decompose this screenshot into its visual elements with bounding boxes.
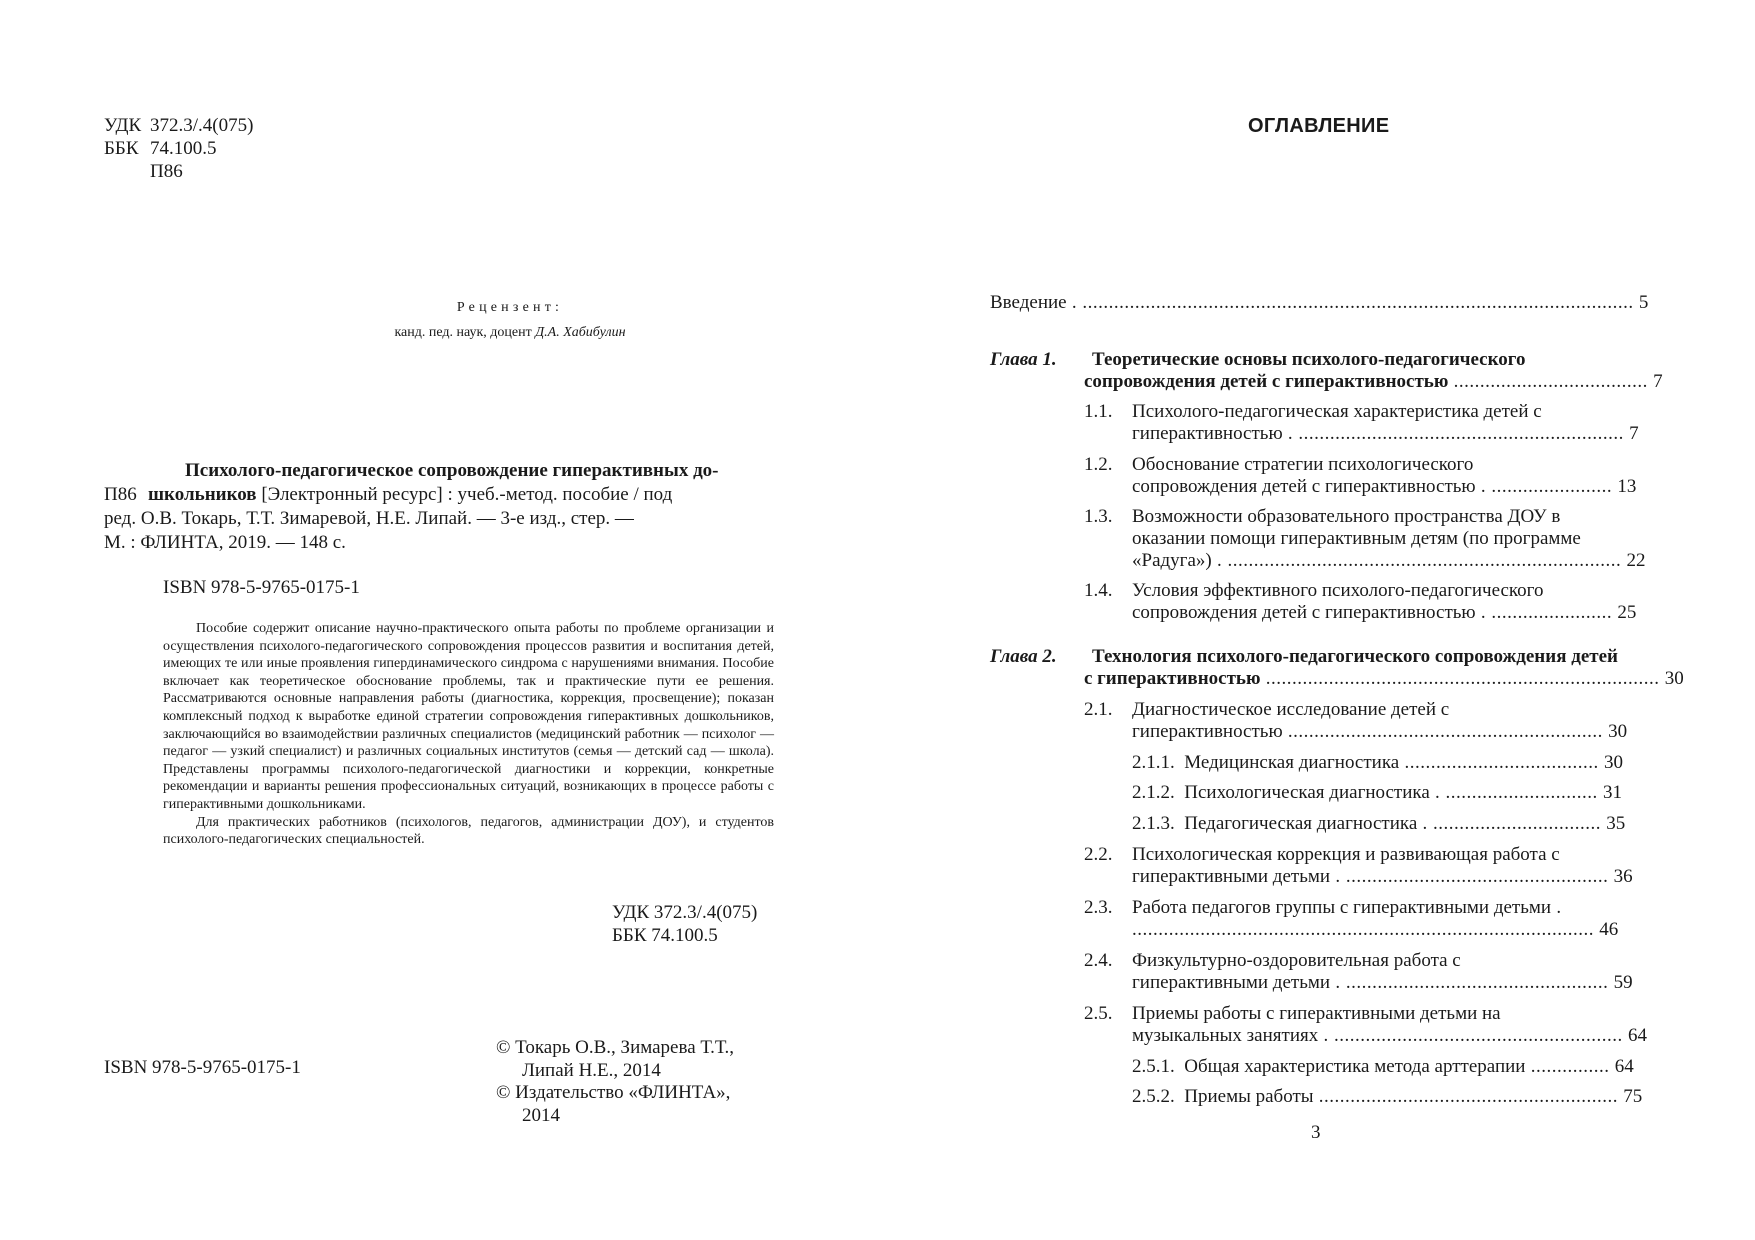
copyright-1-line1: © Токарь О.В., Зимарева Т.Т., — [496, 1037, 735, 1058]
copyright-2-line2: 2014 — [522, 1104, 560, 1126]
toc-2-1-1-num: 2.1.1. — [1132, 752, 1175, 773]
toc-2-5-1-text: Общая характеристика метода арттерапии — [1184, 1056, 1526, 1077]
toc-1-4-line1[interactable]: Условия эффективного психолого-педагогического — [1132, 580, 1544, 601]
toc-1-3-line2[interactable]: оказании помощи гиперактивным детям (по программе — [1132, 528, 1581, 549]
isbn-bottom: ISBN 978-5-9765-0175-1 — [104, 1057, 301, 1078]
toc-2-1-2[interactable]: 2.1.2. Психологическая диагностика . ............................. 31 — [1132, 782, 1623, 803]
toc-2-5-line1[interactable]: Приемы работы с гиперактивными детьми на — [1132, 1003, 1501, 1024]
toc-2-1-num: 2.1. — [1084, 699, 1113, 720]
bbk-label: ББК — [104, 138, 139, 159]
toc-2-1-3-text: Педагогическая диагностика — [1184, 813, 1418, 834]
biblio-title-line1: Психолого-педагогическое сопровождение гиперактивных до- — [185, 460, 719, 481]
annotation-paragraph-1: Пособие содержит описание научно-практического опыта работы по проблеме организации и осуществления психолого-педагогического сопровождения процессов развития и воспитания детей, имеющих те или иные проявления гипердинамического синдрома с нарушениями внимания. Пособие включает как теоретическое обоснование проблемы, так и практические пути ее решения. Рассматриваются основные направления работы (диагностика, коррекция, просвещение); показан комплексный подход к выработке единой стратегии сопровождения гиперактивных дошкольников, заключающийся во взаимодействии различных специалистов (медицинский работник — психолог — педагог — узкий специалист) и различных социальных институтов (семья — детский сад — школа). Представлены программы психолого-педагогической диагностики и коррекции, конкретные рекомендации и варианты решения профессиональных ситуаций, возникающих в процессе работы с гиперактивными дошкольниками. — [163, 621, 774, 812]
toc-intro-page: 5 — [1638, 292, 1649, 313]
toc-2-3-text: Работа педагогов группы с гиперактивными детьми — [1132, 897, 1552, 918]
toc-2-1-1-text: Медицинская диагностика — [1184, 752, 1400, 773]
toc-1-4-text2: сопровождения детей с гиперактивностью — [1132, 602, 1476, 623]
toc-2-5-2[interactable]: 2.5.2. Приемы работы ......................................................... 75 — [1132, 1086, 1643, 1107]
toc-intro-text: Введение — [990, 292, 1067, 313]
toc-ch1-title-line2: сопровождения детей с гиперактивностью — [1084, 371, 1449, 392]
toc-1-1-num: 1.1. — [1084, 401, 1113, 422]
toc-1-3-page: 22 — [1626, 550, 1646, 571]
toc-1-4-page: 25 — [1617, 602, 1637, 623]
biblio-title-line2: школьников — [148, 484, 257, 505]
toc-2-4-line1[interactable]: Физкультурно-оздоровительная работа с — [1132, 950, 1461, 971]
udk-footer — [612, 901, 757, 947]
toc-1-2-line1[interactable]: Обоснование стратегии психологического — [1132, 454, 1474, 475]
udk-value: 372.3/.4(075) — [150, 115, 254, 136]
toc-1-3-num: 1.3. — [1084, 506, 1113, 527]
toc-2-3-line1[interactable]: Работа педагогов группы с гиперактивными детьми . — [1132, 897, 1562, 918]
toc-1-1-text2: гиперактивностью — [1132, 423, 1283, 444]
toc-2-1-page: 30 — [1608, 721, 1628, 742]
toc-ch1-title-line1[interactable]: Теоретические основы психолого-педагогического — [1092, 349, 1526, 370]
toc-ch1-page: 7 — [1653, 371, 1663, 392]
copyright-block — [496, 1037, 734, 1127]
isbn-inline: ISBN 978-5-9765-0175-1 — [163, 577, 360, 598]
toc-2-5-2-num: 2.5.2. — [1132, 1086, 1175, 1107]
toc-2-1-text2: гиперактивностью — [1132, 721, 1283, 742]
toc-1-4-num: 1.4. — [1084, 580, 1113, 601]
toc-title: ОГЛАВЛЕНИЕ — [1248, 115, 1390, 137]
copyright-1-line2: Липай Н.Е., 2014 — [522, 1059, 661, 1081]
udk-header — [104, 114, 253, 183]
biblio-line2 — [148, 484, 672, 506]
toc-2-3-line2[interactable]: ........................................................................................ 46 — [1132, 919, 1619, 940]
toc-2-4-line2[interactable]: гиперактивными детьми . .................................................. 59 — [1132, 972, 1633, 993]
toc-1-1-line2[interactable]: гиперактивностью . .............................................................. 7 — [1132, 423, 1639, 444]
annotation — [163, 620, 774, 849]
udk-footer-bbk: ББК 74.100.5 — [612, 925, 718, 946]
toc-2-2-page: 36 — [1613, 866, 1633, 887]
toc-2-4-text2: гиперактивными детьми — [1132, 972, 1331, 993]
toc-ch2-label: Глава 2. — [990, 646, 1057, 667]
toc-2-5-1-num: 2.5.1. — [1132, 1056, 1175, 1077]
biblio-code: П86 — [104, 484, 137, 505]
toc-ch2-line2[interactable]: с гиперактивностью ........................................................................... 30 — [1084, 668, 1684, 689]
toc-2-1-3-page: 35 — [1606, 813, 1626, 834]
biblio-line2-rest: [Электронный ресурс] : учеб.-метод. пособие / под — [256, 484, 673, 505]
toc-2-5-page: 64 — [1627, 1025, 1647, 1046]
toc-1-3-line3[interactable]: «Радуга») . ........................................................................... 22 — [1132, 550, 1646, 571]
toc-2-4-page: 59 — [1613, 972, 1633, 993]
toc-ch2-page: 30 — [1664, 668, 1684, 689]
toc-2-5-num: 2.5. — [1084, 1003, 1113, 1024]
toc-2-3-num: 2.3. — [1084, 897, 1113, 918]
reviewer-block — [240, 300, 780, 341]
toc-1-1-line1[interactable]: Психолого-педагогическая характеристика детей с — [1132, 401, 1542, 422]
toc-intro[interactable]: Введение . ......................................................................................................... 5 — [990, 292, 1649, 313]
toc-2-1-2-text: Психологическая диагностика — [1184, 782, 1430, 803]
copyright-2-line1: © Издательство «ФЛИНТА», — [496, 1082, 731, 1103]
toc-2-5-line2[interactable]: музыкальных занятиях . ....................................................... 64 — [1132, 1025, 1647, 1046]
toc-1-2-page: 13 — [1617, 476, 1637, 497]
toc-1-1-page: 7 — [1629, 423, 1639, 444]
reviewer-heading: Рецензент: — [456, 300, 564, 315]
toc-2-2-text2: гиперактивными детьми — [1132, 866, 1331, 887]
reviewer-text: канд. пед. наук, доцент — [394, 325, 536, 340]
toc-2-5-1-page: 64 — [1614, 1056, 1634, 1077]
author-sign: П86 — [150, 161, 183, 182]
reviewer-line — [240, 325, 780, 341]
toc-2-5-1[interactable]: 2.5.1. Общая характеристика метода арттерапии ............... 64 — [1132, 1056, 1634, 1077]
page-number: 3 — [1311, 1122, 1321, 1143]
biblio-line4: М. : ФЛИНТА, 2019. — 148 с. — [104, 532, 346, 553]
toc-2-2-line1[interactable]: Психологическая коррекция и развивающая работа с — [1132, 844, 1560, 865]
toc-2-5-2-page: 75 — [1623, 1086, 1643, 1107]
toc-2-1-2-num: 2.1.2. — [1132, 782, 1175, 803]
toc-1-2-text2: сопровождения детей с гиперактивностью — [1132, 476, 1476, 497]
toc-ch2-title-line2: с гиперактивностью — [1084, 668, 1261, 689]
reviewer-name: Д.А. Хабибулин — [535, 325, 626, 340]
biblio-line3: ред. О.В. Токарь, Т.Т. Зимаревой, Н.Е. Липай. — 3-е изд., стер. — — [104, 508, 634, 529]
toc-2-3-page: 46 — [1599, 919, 1619, 940]
annotation-paragraph-2: Для практических работников (психологов, педагогов, администрации ДОУ), и студентов психолого-педагогических специальностей. — [163, 814, 774, 848]
toc-2-1-2-page: 31 — [1603, 782, 1623, 803]
bbk-value: 74.100.5 — [150, 138, 217, 159]
toc-2-2-num: 2.2. — [1084, 844, 1113, 865]
toc-ch1-label: Глава 1. — [990, 349, 1057, 370]
toc-2-1-line2[interactable]: гиперактивностью ............................................................ 30 — [1132, 721, 1628, 742]
toc-1-4-line2[interactable]: сопровождения детей с гиперактивностью . ....................... 25 — [1132, 602, 1637, 623]
toc-1-2-line2[interactable]: сопровождения детей с гиперактивностью . ....................... 13 — [1132, 476, 1637, 497]
toc-2-4-num: 2.4. — [1084, 950, 1113, 971]
toc-ch2-title-line1[interactable]: Технология психолого-педагогического сопровождения детей — [1092, 646, 1618, 667]
toc-2-1-1-page: 30 — [1603, 752, 1623, 773]
udk-label: УДК — [104, 115, 142, 136]
toc-1-2-num: 1.2. — [1084, 454, 1113, 475]
toc-2-1-1[interactable]: 2.1.1. Медицинская диагностика ..................................... 30 — [1132, 752, 1623, 773]
udk-footer-udk: УДК 372.3/.4(075) — [612, 902, 758, 923]
toc-1-3-text3: «Радуга») — [1132, 550, 1212, 571]
toc-2-5-2-text: Приемы работы — [1184, 1086, 1314, 1107]
toc-2-1-3[interactable]: 2.1.3. Педагогическая диагностика . ................................ 35 — [1132, 813, 1626, 834]
toc-1-3-line1[interactable]: Возможности образовательного пространства ДОУ в — [1132, 506, 1561, 527]
toc-2-1-line1[interactable]: Диагностическое исследование детей с — [1132, 699, 1450, 720]
toc-2-1-3-num: 2.1.3. — [1132, 813, 1175, 834]
toc-2-2-line2[interactable]: гиперактивными детьми . .................................................. 36 — [1132, 866, 1633, 887]
toc-2-5-text2: музыкальных занятиях — [1132, 1025, 1319, 1046]
toc-ch1-line2[interactable]: сопровождения детей с гиперактивностью ..................................... 7 — [1084, 371, 1663, 392]
